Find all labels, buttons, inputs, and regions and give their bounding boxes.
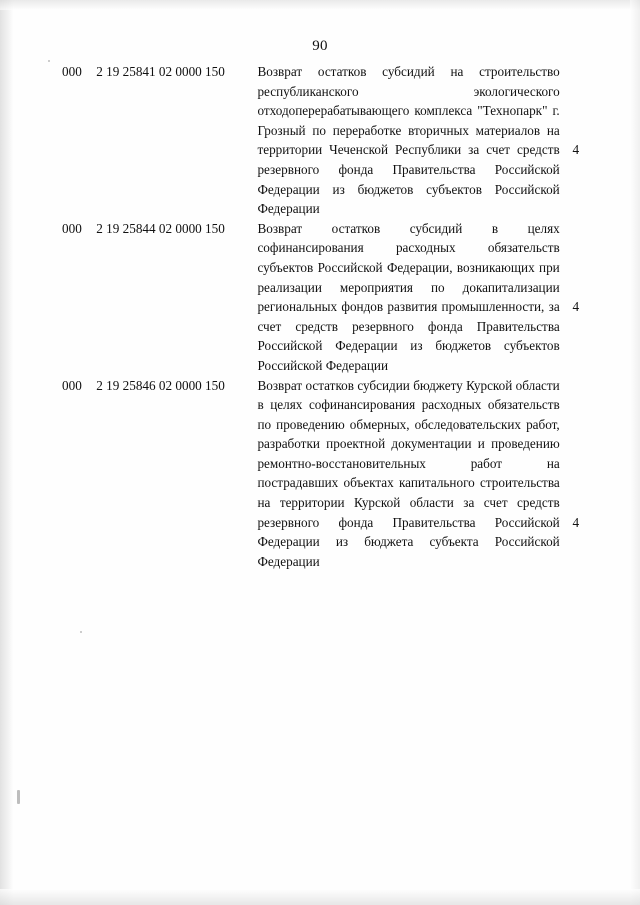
cell-value (560, 376, 592, 572)
cell-code-prefix: 000 (62, 377, 82, 393)
table-row (62, 219, 592, 376)
scan-edge-top (0, 0, 640, 10)
cell-value (560, 62, 592, 219)
scan-speck (80, 631, 82, 633)
cell-description: Возврат остатков субсидий в целях софинансирования расходных обязательств субъектов Российской Федерации, возникающих при реализации мероприятия по докапитализации региональных фондов развития промышленности, за счет средств резервного фонда Правительства Российской Федерации из бюджетов субъектов Российской Федерации (257, 220, 560, 373)
table-row (62, 376, 592, 572)
scan-edge-bottom (0, 889, 640, 905)
page-number: 90 (312, 38, 328, 54)
cell-code-prefix: 000 (62, 64, 82, 79)
value-text: 4 (572, 142, 580, 157)
scan-speck (17, 790, 20, 804)
value-text: 4 (572, 298, 580, 314)
cell-code: 2 19 25846 02 0000 150 (96, 377, 225, 393)
cell-code: 2 19 25841 02 0000 150 (96, 64, 225, 79)
cell-description: Возврат остатков субсидий на строительство республиканского экологического отходоперерабатывающего комплекса "Технопарк" г. Грозный по переработке вторичных материалов на территории Чеченской Республики за счет средств резервного фонда Правительства Российской Федерации из бюджетов субъектов Российской Федерации (257, 64, 560, 217)
table-body (62, 62, 592, 571)
scan-edge-left (0, 0, 14, 905)
budget-code-table (62, 62, 592, 571)
cell-code: 2 19 25844 02 0000 150 (96, 220, 225, 236)
value-text: 4 (572, 514, 580, 530)
scan-edge-right (630, 0, 640, 905)
document-content (62, 62, 592, 571)
scan-speck (48, 60, 50, 62)
cell-code-prefix: 000 (62, 220, 82, 236)
cell-value (560, 219, 592, 376)
cell-description: Возврат остатков субсидии бюджету Курской области в целях софинансирования расходных обязательств по проведению обмерных, обследовательских работ, разработки проектной документации и проведению ремонтно-восстановительных работ на пострадавших объектах капитального строительства на территории Курской области за счет средств резервного фонда Правительства Российской Федерации из бюджета субъекта Российской Федерации (257, 377, 560, 569)
table-row (62, 62, 592, 219)
